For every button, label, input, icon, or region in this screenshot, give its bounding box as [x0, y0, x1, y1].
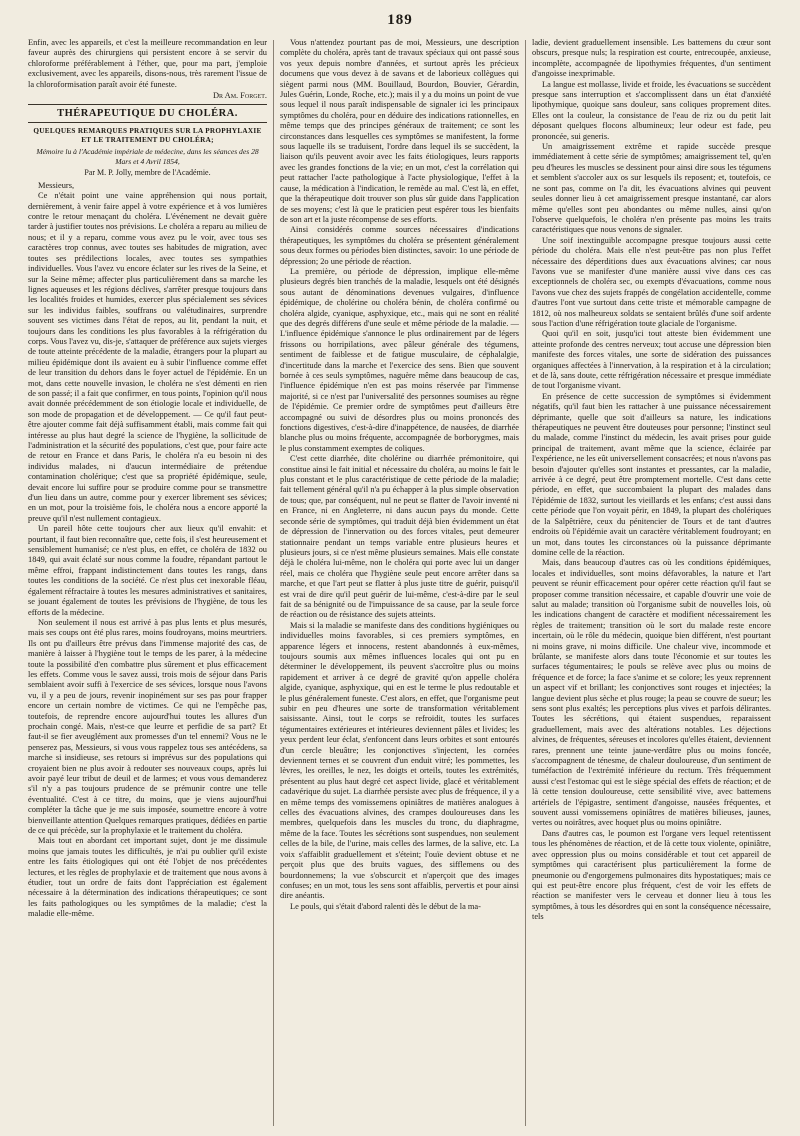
page-number: 189	[387, 12, 413, 28]
body-paragraph: En présence de cette succession de symptômes si évidemment négatifs, qu'il faut bien les rattacher à une puissance nécessairement déprimante, quelle que soit d'ailleurs sa nature, les indications thérapeutiques ne peuvent être douteuses pour personne; l'instinct seul du malade, comme l'instinct du médecin, les avait prises pour guide principal de traitement, avant même que la science, éclairée par l'expérience, ne les eût universellement consacrées; et nous n'avons pas besoin d'ajouter qu'elles sont instantes et pressantes, car la maladie, arrivée à ce degré, peut être promptement mortelle. C'est dans cette période, en effet, que succombaient la plupart des malades dans l'épidémie de 1832, surtout les vieillards et les enfans; c'est aussi dans cette période que l'on voyait périr, en 1849, la plupart des cholériques de la Salpêtrière, ceux du pénitencier de Tours et de tant d'autres endroits où l'épidémie avait un caractère véritablement foudroyant; en un mot, dans toutes les circonstances où la puissance déprimante domine celle de la réaction.	[532, 391, 771, 557]
column-left	[28, 38, 267, 1126]
body-paragraph: Mais, dans beaucoup d'autres cas où les conditions épidémiques, locales et individuelles, sont moins défavorables, la nature et l'art peuvent se réunir efficacement pour opérer cette réaction qu'il faut se proposer comme transition nécessaire, et capable d'ouvrir une voie de salut au malade; transition où l'organisme subit de nouvelles lois, où les indications changent de caractère et modifient nécessairement les règles de traitement; transition où le sort du malade reste encore incertain, où le rôle du médecin, quoique bien différent, n'est pourtant ni moins grave, ni moins difficile. Une chaleur vive, incommode et brûlante, se manifeste alors dans toute l'économie et sur toutes les surfaces tégumentaires; le pouls se relève avec plus ou moins de fréquence et de force; la face s'anime et se colore; les yeux reprennent un aspect vif et brillant; les conjonctives sont rouges et injectées; la langue devient plus sèche et plus rouge; la peau se couvre de sueur; les sens sont plus exaltés; les perceptions plus vives et parfois délirantes. Toutes les sécrétions, qui étaient suspendues, reparaissent graduellement, mais avec des altérations notables. Les déjections alvines, de fréquentes, séreuses et incolores qu'elles étaient, deviennent rares, prennent une teinte jaune-verdâtre plus ou moins foncée, s'accompagnent de ténesme, de chaleur douloureuse, d'un sentiment de tuméfaction de l'extrémité inférieure du rectum. Très fréquemment aussi c'est l'estomac qui est le siège spécial des effets de réaction; et de là cette tension douloureuse, cette sensibilité vive, avec battemens artériels de l'épigastre, sentiment d'angoisse, nausées fréquentes, et souvent aussi vomissemens opiniâtres de matières bilieuses, jaunes, vertes ou noirâtres, avec hoquet plus ou moins opiniâtre.	[532, 558, 771, 828]
body-paragraph: Un amaigrissement extrême et rapide succède presque immédiatement à cette série de symptômes; amaigrissement tel, qu'en peu d'heures les muscles se dessinent pour ainsi dire sous les tégumens et semblent s'accoler aux os sur lesquels ils reposent; et, toutefois, ce ne sont pas, comme on l'a dit, les évacuations alvines qui peuvent seules donner lieu à cet amaigrissement presque instantané, car alors même qu'elles sont peu abondantes ou même nulles, ainsi qu'on l'observe quelquefois, le choléra n'en présente pas moins les traits caractéristiques que nous venons de signaler.	[532, 142, 771, 235]
article-subtitle: QUELQUES REMARQUES PRATIQUES SUR LA PROPHYLAXIE ET LE TRAITEMENT DU CHOLÉRA;	[33, 127, 262, 145]
column-right	[532, 38, 771, 1126]
body-paragraph: Le pouls, qui s'était d'abord ralenti dès le début de la ma-	[290, 901, 481, 911]
body-paragraph: Une soif inextinguible accompagne presque toujours aussi cette période du choléra. Mais elle n'est peut-être pas non plus l'effet nécessaire des déperditions dues aux évacuations alvines; car nous l'avons vue se manifester d'une manière aussi vive dans ces cas exceptionnels de choléra sec, ou exempts d'évacuations, comme nous l'avons vue chez des sujets frappés de congélation accidentelle, comme d'autres l'ont vue surtout dans cette triste et mémorable campagne de 1812, où nos malheureux soldats se sentaient brûlés d'une soif ardente sous l'action d'une réfrigération toute glaciale de l'organisme.	[532, 235, 771, 328]
body-paragraph: Non seulement il nous est arrivé à pas plus lents et plus mesurés, mais ses coups ont été plus rares, moins foudroyans, moins meurtriers. Ils ont pu d'ailleurs être prévus dans l'immense majorité des cas, de manière à laisser à l'hygiène tout le temps de les parer, à la médecine toute la possibilité d'en combattre plus sûrement et plus efficacement les effets. Comme vous le savez aussi, trois mois de séjour dans Paris semblaient avoir suffi à l'exercice de ses sévices, lorsque nous l'avons vu, il y a peu de jours, revenir inopinément sur ses pas pour frapper encore un certain nombre de victimes. Ce qui ne l'empêche pas, toutefois, de reprendre encore aujourd'hui toutes les allures d'un prochain congé. Mais, n'est-ce que leurre et perfidie de sa part? Et faut-il se fier aveuglément aux promesses d'un tel ennemi? Vous ne le penserez pas, Messieurs, si vous vous rappelez tous ses antécédens, sa marche si insidieuse, ses retours si imprévus sur des populations qui croyaient bien ne plus avoir à redouter ses nouveaux coups, après lui avoir payé leur tribut de deuil et de larmes; et vous vous demanderez s'il n'y a pas toujours prudence de se prémunir contre une telle éventualité. C'est à ce titre, du moins, que je viens aujourd'hui compléter la tâche que je me suis imposée, soumettre encore à votre bienveillante attention Quelques remarques pratiques, dédiées en partie de ce qui précède, sur la prophylaxie et le traitement du choléra.	[28, 617, 267, 836]
body-paragraph: Mais tout en abordant cet important sujet, dont je me dissimule moins que jamais toutes les difficultés, je n'ai pu oublier qu'il existe entre les faits étiologiques qui ont été l'objet de nos précédentes lectures, et les règles de prophylaxie et de traitement que nous avons à étudier, tout un ordre de faits dont l'appréciation est également nécessaire à la détermination des indications thérapeutiques; ce sont les faits pathologiques ou les symptômes de la maladie; c'est la maladie elle-même.	[28, 836, 267, 919]
body-paragraph: ladie, devient graduellement insensible. Les battemens du cœur sont obscurs, presque nuls; la respiration est courte, entrecoupée, anxieuse, incomplète, accompagnée de lipothymies fréquentes, d'un sentiment d'angoisse inexprimable.	[532, 38, 771, 79]
salutation: Messieurs,	[38, 180, 75, 190]
body-paragraph: C'est cette diarrhée, dite cholérine ou diarrhée prémonitoire, qui constitue ainsi le fait initial et nécessaire du choléra, au moins le fait le plus constant et le plus caractéristique de cette période de la maladie; fait tellement général qu'il n'a pu échapper à la plus simple observation de tous; que, par conséquent, nul ne peut se flatter de l'avoir inventé ni en France, ni en Angleterre, ni dans aucun pays du monde. Cette seconde série de symptômes, qui traduit déjà bien évidemment un état de dépression de l'innervation ou des forces vitales, peut demeurer stationnaire pendant un temps variable entre plusieurs heures et plusieurs jours, si ce n'est même plusieurs semaines. Mais elle constate déjà le choléra lui-même, non le choléra qui porte avec lui un danger réel, mais ce choléra que l'hygiène seule peut encore arrêter dans sa marche, et que l'art peut se flatter à plus juste titre de guérir, puisqu'il est vrai de dire qu'il peut guérir de lui-même, c'est-à-dire par le seul fait de sa bénignité ou de l'impuissance de sa cause, par la seule force de réaction ou de résistance des sujets atteints.	[280, 454, 519, 620]
column-rule-right	[525, 40, 526, 1126]
column-rule-left	[273, 40, 274, 1126]
body-paragraph: Ce n'était point une vaine appréhension qui nous portait, dernièrement, à venir faire appel à votre expérience et à vos lumières contre le retour menaçant du choléra. L'événement ne devait guère tarder à justifier toutes nos prévisions. Le choléra a reparu au milieu de nous; et il y a reparu, comme vous avez pu le voir, avec tous ses caractères trop connus, avec toutes ses habitudes de migration, avec toutes ses prédilections locales, avec toutes ses sympathies individuelles. Vous l'avez vu encore éclater sur les rives de la Seine, et sur la Seine même; affecter plus particulièrement dans sa marche les lignes aqueuses et les régions déclives, s'arrêter presque toujours dans les localités froides et humides, exercer plus spécialement ses sévices sur les individus faibles, souffrans ou valétudinaires, surprendre souvent ses victimes dans l'état de repos, au lit, pendant la nuit, et toujours dans les conditions les plus favorables à la réfrigération du corps. Vous l'avez vu, dis-je, s'attaquer de préférence aux sujets vierges de toute atteinte précédente de la maladie, étrangers pour la plupart au milieu épidémique dont ils avaient eu à subir l'influence comme effet de leur transition du dehors dans le foyer actuel de l'épidémie. En un mot, dans cette nouvelle invasion, le choléra ne s'est démenti en rien de son passé; il a fait que confirmer, en tous points, l'opinion qu'il nous avait donnée précédemment de son étiologie locale et individuelle, de son mode de propagation et de développement. — Ce qu'il faut peut-être ajouter comme fait déjà suffisamment établi, mais comme fait qui intéresse au plus haut degré la science de l'hygiène, la sollicitude de l'administration et la sécurité des populations, c'est que, pour faire acte de retour en France et dans Paris, le choléra n'a eu besoin ni des individus malades, ni d'aucun intermédiaire de prétendue contamination cholérique; c'est que sa propriété épidémique, seule, devait encore lui suffire pour se produire comme pour se transmettre d'un lieu dans un autre, comme pour y exercer librement ses sévices; en un mot, pour la troisième fois, le choléra nous a encore apporté la preuve qu'il n'est nullement contagieux.	[28, 191, 267, 523]
body-paragraph: Mais si la maladie se manifeste dans des conditions hygiéniques ou individuelles moins favorables, si ces premiers symptômes, en apparence légers et innocens, restent abandonnés à eux-mêmes, toujours soumis aux mêmes influences locales qui ont pu en déterminer le développement, ils peuvent s'accroître plus ou moins rapidement et arriver à ce degré de gravité qu'on appelle choléra algide, cyanique, asphyxique, qui en est le terme le plus redoutable et le plus généralement funeste. C'est alors, en effet, que l'organisme peut subir en peu d'heures une sorte de transformation véritablement saisissante. Ainsi, tout le corps se refroidit, toutes les surfaces tégumentaires extérieures et intérieures deviennent pâles et livides; les yeux perdent leur éclat, s'enfoncent dans leurs orbites et sont entourés d'un cercle bleuâtre; les conjonctives s'injectent, les cornées deviennent ternes et se couvrent d'un enduit vitré; les pommettes, les lèvres, les oreilles, le nez, les doigts et orteils, toutes les extrémités, présentent au plus haut degré cet aspect livide, glacé et véritablement cadavérique du sujet. La diarrhée persiste avec plus de fréquence, il y a en même temps des vomissemens opiniâtres de matières analogues à celles des évacuations alvines, des crampes douloureuses dans les membres, quelquefois dans les muscles du tronc, du diaphragme, même de la face. Toutes les sécrétions sont suspendues, non seulement celles de la bile, de l'urine, mais celles des larmes, de la salive, etc. La voix s'affaiblit graduellement et s'éteint; l'ouïe devient obtuse et ne perçoit plus que des bruits vagues, des sifflemens ou des bourdonnemens; la vue s'obscurcit et n'aperçoit que des images confuses; en un mot, tous les sens sont affaiblis, pervertis et pour ainsi dire anéantis.	[280, 620, 519, 901]
column-middle	[280, 38, 519, 1126]
body-paragraph: Dans d'autres cas, le poumon est l'organe vers lequel retentissent tous les phénomènes de réaction, et de là cette toux violente, opiniâtre, avec oppression plus ou moins considérable et tout cet appareil de symptômes qui caractérisent plus particulièrement la forme de pneumonie ou d'engorgemens pulmonaires dits hypostatiques; mais ce qui est peut-être encore plus fréquent, c'est de voir les effets de réaction se manifester vers le cerveau et donner lieu à tous les symptômes, à tous les désordres qui en sont la conséquence nécessaire, tels	[532, 828, 771, 922]
title-divider	[28, 122, 267, 123]
memoir-note: Mémoire lu à l'Académie impériale de médecine, dans les séances des 28 Mars et 4 Avril 1854,	[36, 147, 259, 166]
intro-paragraph: Enfin, avec les appareils, et c'est la meilleure recommandation en leur faveur auprès des chirurgiens qui persistent encore à se servir du chloroforme préférablement à l'éther, que, pour ma part, j'emploie exclusivement, avec les appareils, disons-nous, très rarement l'issue de la chloroformisation paraît avoir été funeste.	[28, 38, 267, 89]
body-paragraph: Vous n'attendez pourtant pas de moi, Messieurs, une description complète du choléra, après tant de travaux spéciaux qui ont passé sous vos yeux depuis nombre d'années, et surtout après les précieux documens que vous devez à de savans et de laborieux collègues qui siègent parmi nous (MM. Bouillaud, Bourdon, Bouvier, Gérardin, Jules Guérin, Londe, Roche, etc.); mais il y a du moins un point de vue sous lequel il nous paraît indispensable de signaler ici les principaux symptômes du choléra, pour en déduire des indications rationnelles, en même temps que des principes généraux de traitement; ce sont les circonstances dans lesquelles ces symptômes se manifestent, la forme sous laquelle ils se traduisent, l'ordre dans lequel ils se succèdent, la liaison qu'ils peuvent avoir avec les faits étiologiques, leurs rapports avec les grandes fonctions de la vie; en un mot, c'est la corrélation qui peut rattacher l'acte pathologique à l'acte physiologique, l'effet à la cause, la médication à l'indication, le remède au mal. C'est là, en effet, que la thérapeutique doit trouver son plus sûr guide dans l'application de ses moyens; c'est là que le praticien peut espérer tous les bienfaits de son art et la juste récompense de ses efforts.	[280, 38, 519, 224]
section-divider	[28, 104, 267, 105]
body-paragraph: Quoi qu'il en soit, jusqu'ici tout atteste bien évidemment une atteinte profonde des centres nerveux; tout accuse une dépression bien manifeste des forces vitales, une sorte de sidération des puissances organiques affectées à l'innervation, à la respiration et à la circulation; et de là, sans doute, cette réfrigération nécessaire et presque immédiate de tout l'organisme vivant.	[532, 329, 771, 391]
section-title: THÉRAPEUTIQUE DU CHOLÉRA.	[57, 108, 238, 120]
author-signature: Dr Am. Forget.	[212, 91, 267, 101]
body-paragraph: La langue est mollasse, livide et froide, les évacuations se succèdent presque sans interruption et s'accomplissent dans un état d'anxiété lipothymique, quoique sans douleur, sans coliques proprement dites. Elles ont la couleur, la consistance de l'eau de riz ou du petit lait déposant quelques flocons albumineux; leur odeur est fade, peu prononcée, sui generis.	[532, 79, 771, 141]
body-paragraph: La première, ou période de dépression, implique elle-même plusieurs degrés bien tranchés de la maladie, lesquels ont été désignés sous autant de dénominations devenues vulgaires, d'influence épidémique, de cholérine ou choléra bénin, de choléra confirmé ou choléra algide, cyanique, asphyxique, etc., mais qui ne sont en réalité que des degrés différens d'une seule et même période de la maladie. — L'influence épidémique s'annonce le plus ordinairement par de légers frissons ou horripilations, avec pâleur générale des tégumens, sentiment de faiblesse et de fatigue musculaire, de céphalalgie, d'incertitude dans la marche et l'exercice des sens. Bien que souvent bornée à ces seuls symptômes, naguère même dans beaucoup de cas, l'influence épidémique n'en est pas moins réservée par l'immense majorité, si ce n'est par l'universalité des personnes soumises au règne de l'épidémie. Ce premier ordre de symptômes peut d'ailleurs être accompagné ou suivi de désordres plus ou moins prononcés des fonctions digestives, c'est-à-dire d'inappétence, de nausées, de diarrhée blanche plus ou moins fréquente, accompagnée de borborygmes, mais le plus constamment exemptes de coliques.	[280, 266, 519, 453]
body-paragraph: Ainsi considérés comme sources nécessaires d'indications thérapeutiques, les symptômes du choléra se présentent généralement sous deux formes ou périodes bien distinctes, savoir: 1o une période de dépression; 2o une période de réaction.	[280, 225, 519, 266]
article-author: Par M. P. Jolly, membre de l'Académie.	[84, 167, 211, 177]
body-paragraph: Un pareil hôte cette toujours cher aux lieux qu'il envahit: et pourtant, il faut bien reconnaître que, cette fois, il s'est heureusement et sensiblement humanisé; ce n'est plus, en effet, ce choléra de 1832 ou 1849, qui avait éclaté sur nous comme la foudre, répandant partout le même effroi, frappant indistinctement dans toutes les rangs, dans toutes les conditions de la société. Ce n'est plus cet inexorable fléau, également réfractaire à toutes les mesures administratives et sanitaires, se jouant également de toutes les prévisions de l'hygiène, de tous les efforts de la médecine.	[28, 524, 267, 617]
